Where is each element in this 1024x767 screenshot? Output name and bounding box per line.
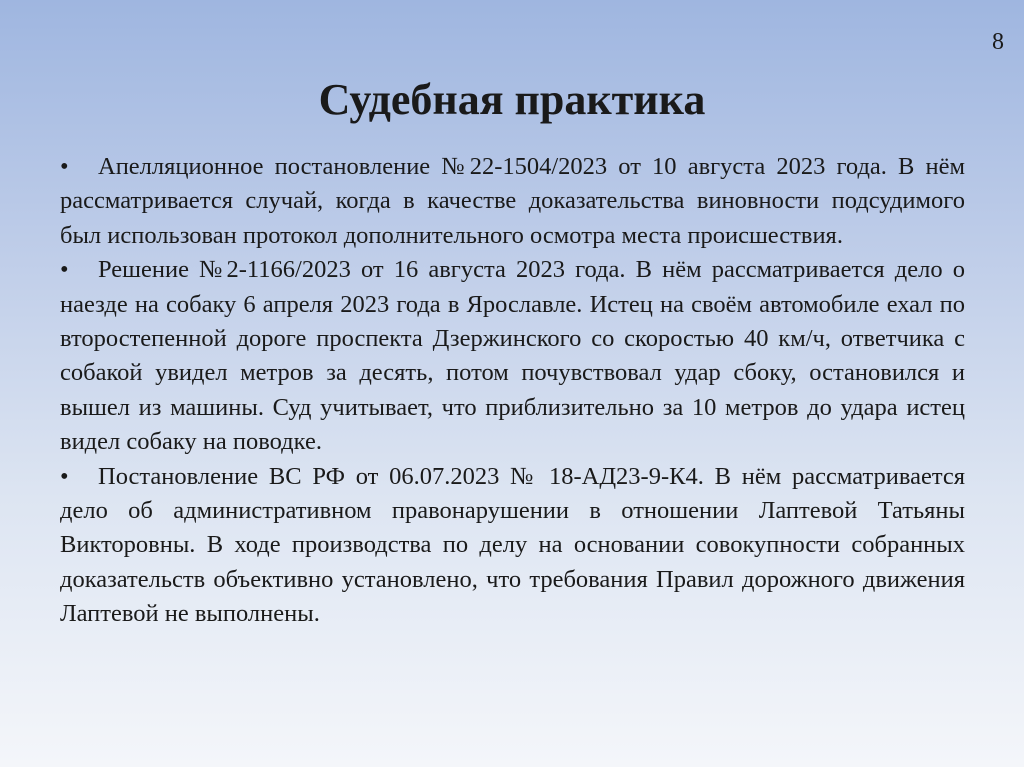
bullet-item-appeal-ruling bbox=[60, 150, 965, 253]
bullet-marker: • bbox=[60, 256, 69, 284]
bullet-text: Апелляционное постановление №22-1504/2023 от 10 августа 2023 года. В нём рассматривается случай, когда в качестве доказательства виновности подсудимого был использован протокол дополнительного осмотра места происшествия. bbox=[60, 153, 965, 249]
bullet-marker: • bbox=[60, 462, 69, 490]
slide-title: Судебная практика bbox=[318, 75, 706, 124]
slide-number: 8 bbox=[992, 29, 1004, 55]
bullet-text: Постановление ВС РФ от 06.07.2023 № 18-АД23-9-К4. В нём рассматривается дело об административном правонарушении в отношении Лаптевой Татьяны Викторовны. В ходе производства по делу на основании совокупности собранных доказательств объективно установлено, что требования Правил дорожного движения Лаптевой не выполнены. bbox=[60, 462, 965, 628]
bullet-item-court-decision bbox=[60, 253, 965, 459]
bullet-list bbox=[60, 150, 965, 632]
bullet-item-supreme-court-ruling bbox=[60, 460, 965, 632]
bullet-marker: • bbox=[60, 153, 69, 180]
bullet-text: Решение №2-1166/2023 от 16 августа 2023 года. В нём рассматривается дело о наезде на собаку 6 апреля 2023 года в Ярославле. Истец на своём автомобиле ехал по второстепенной дороге проспекта Дзержинского со скоростью 40 км/ч, ответчика с собакой увидел метров за десять, потом почувствовал удар сбоку, остановился и вышел из машины. Суд учитывает, что приблизительно за 10 метров до удара истец видел собаку на поводке. bbox=[60, 256, 965, 456]
